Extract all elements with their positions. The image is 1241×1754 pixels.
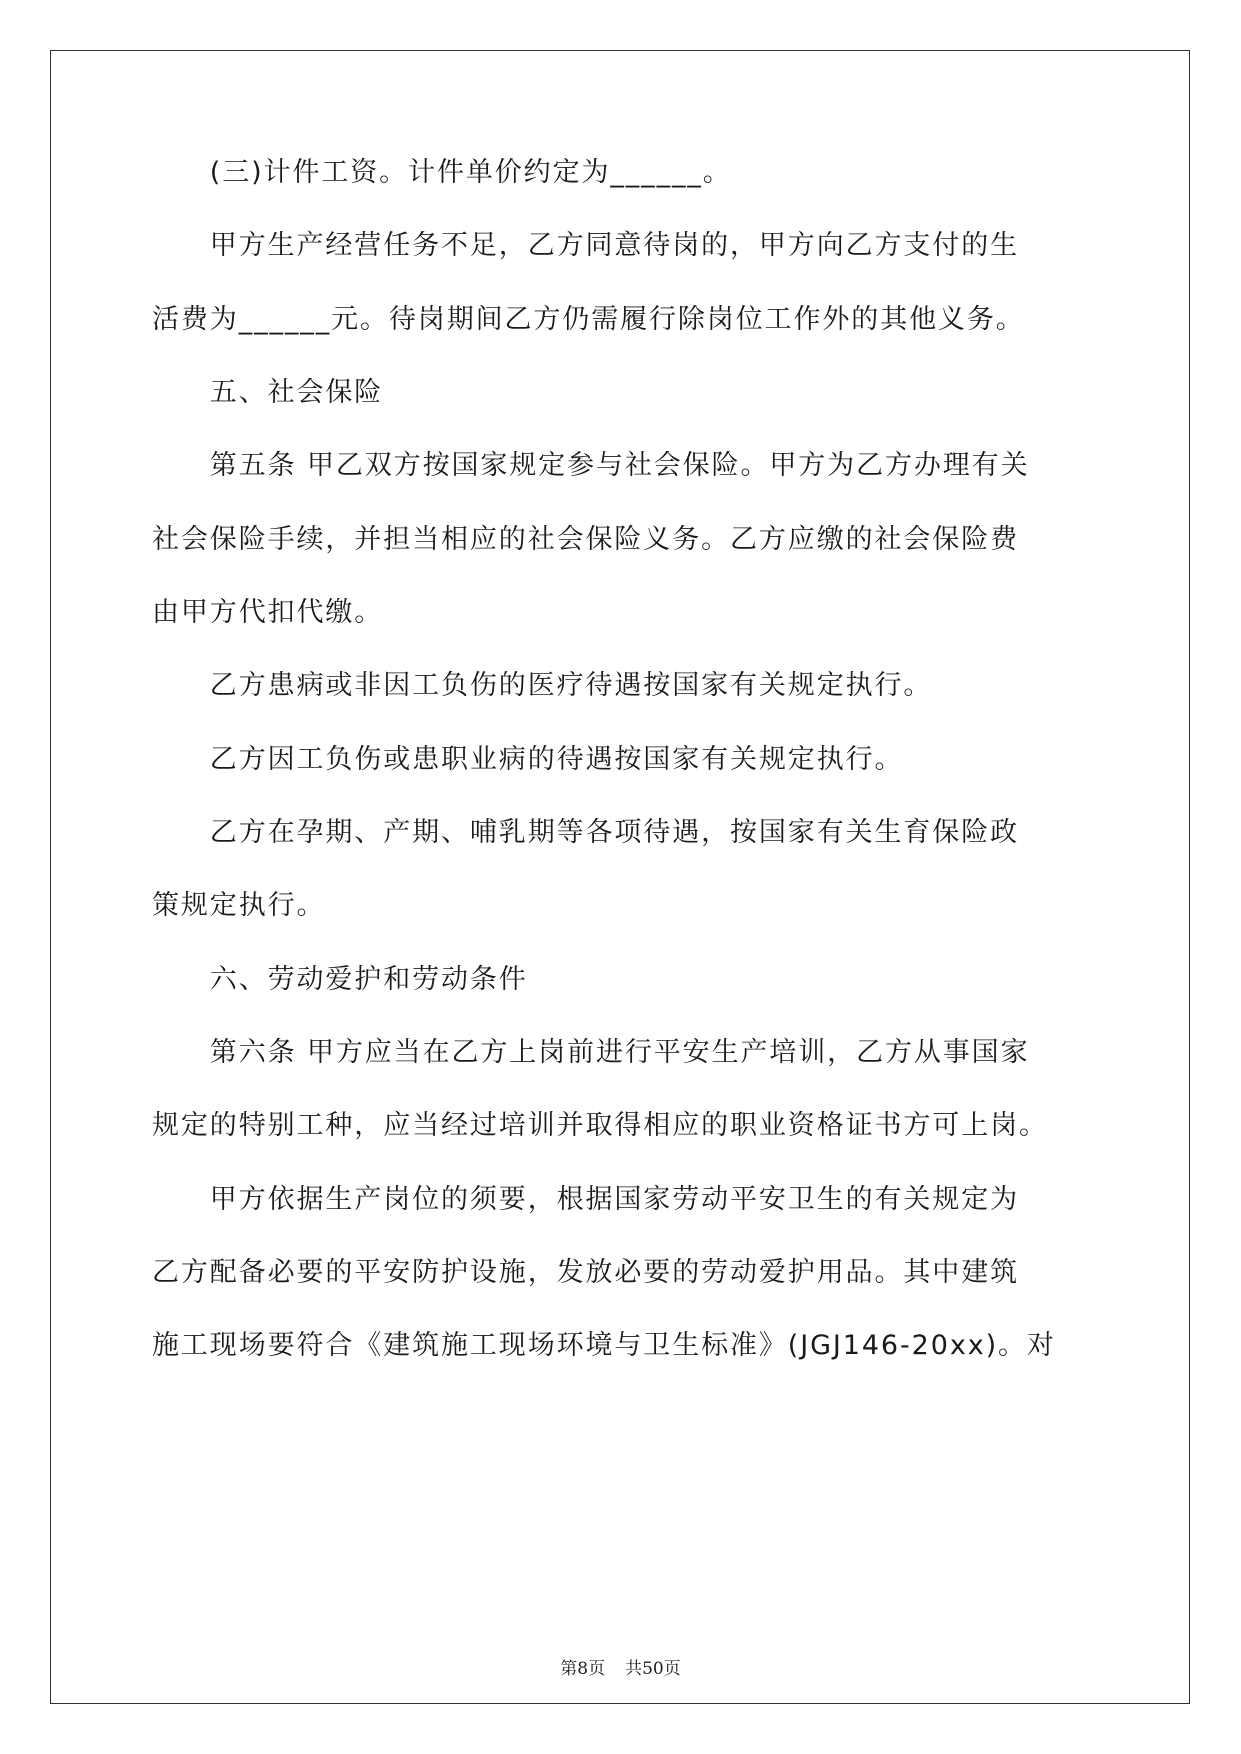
- total-pages: 共50页: [625, 1659, 681, 1679]
- page-number: 第8页: [560, 1659, 606, 1679]
- text-line: 规定的特别工种，应当经过培训并取得相应的职业资格证书方可上岗。: [152, 1110, 1048, 1141]
- text-line: 由甲方代扣代缴。: [152, 597, 384, 628]
- text-line: 施工现场要符合《建筑施工现场环境与卫生标准》(JGJ146-20xx)。对: [152, 1330, 1056, 1361]
- section-heading: 六、劳动爱护和劳动条件: [152, 964, 528, 995]
- text-line: 社会保险手续，并担当相应的社会保险义务。乙方应缴的社会保险费: [152, 524, 1019, 555]
- text-line: 乙方配备必要的平安防护设施，发放必要的劳动爱护用品。其中建筑: [152, 1257, 1019, 1288]
- text-line: 第六条 甲方应当在乙方上岗前进行平安生产培训，乙方从事国家: [152, 1037, 1030, 1068]
- text-line: (三)计件工资。计件单价约定为______。: [152, 157, 732, 188]
- text-line: 策规定执行。: [152, 890, 326, 921]
- page-footer: [0, 1657, 1241, 1681]
- section-heading: 五、社会保险: [152, 377, 384, 408]
- text-line: 甲方依据生产岗位的须要，根据国家劳动平安卫生的有关规定为: [152, 1184, 1019, 1215]
- text-line: 乙方患病或非因工负伤的医疗待遇按国家有关规定执行。: [152, 670, 933, 701]
- text-line: 活费为______元。待岗期间乙方仍需履行除岗位工作外的其他义务。: [152, 304, 1025, 335]
- text-line: 甲方生产经营任务不足，乙方同意待岗的，甲方向乙方支付的生: [152, 230, 1019, 261]
- text-line: 乙方因工负伤或患职业病的待遇按国家有关规定执行。: [152, 744, 904, 775]
- text-line: 乙方在孕期、产期、哺乳期等各项待遇，按国家有关生育保险政: [152, 817, 1019, 848]
- text-line: 第五条 甲乙双方按国家规定参与社会保险。甲方为乙方办理有关: [152, 450, 1030, 481]
- page-border: [50, 50, 1190, 1704]
